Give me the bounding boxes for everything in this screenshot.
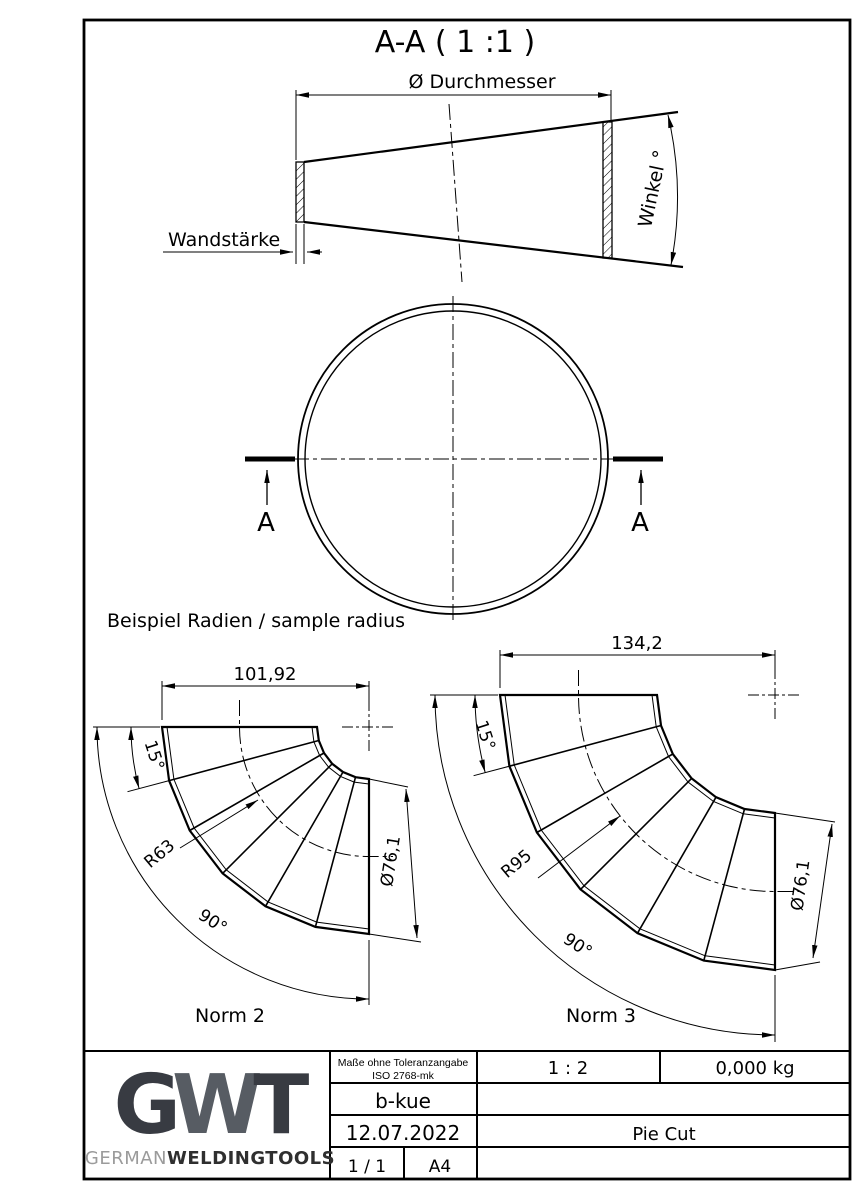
outlet-dia-dim-line: [406, 789, 417, 938]
norm2-bend-angle: 90°: [194, 905, 231, 939]
norm2-width-dim: 101,92: [233, 664, 297, 685]
cone-center-line: [449, 104, 462, 282]
cone-bottom-edge: [304, 222, 683, 267]
tolerance-note-line2: ISO 2768-mk: [372, 1070, 434, 1082]
gwt-logo-letters: [114, 1058, 310, 1153]
scale-value: 1 : 2: [547, 1058, 589, 1079]
logo-letter-t: T: [253, 1058, 301, 1153]
norm3-outlet-diameter: Ø76,1: [787, 858, 815, 913]
section-marker-a-left: A: [257, 508, 275, 538]
sheet-number: 1 / 1: [347, 1157, 387, 1177]
gwt-logo-subtitle: [85, 1148, 335, 1169]
paper-format: A4: [428, 1157, 452, 1177]
outlet-dia-dim-line: [813, 824, 832, 958]
norm3-width-dim: 134,2: [611, 633, 663, 654]
samples-heading: Beispiel Radien / sample radius: [107, 610, 406, 632]
logo-text-german: GERMAN: [84, 1148, 168, 1169]
norm3-radius-label: R95: [497, 845, 537, 883]
author-value: b-kue: [375, 1089, 431, 1113]
logo-letter-g: G: [113, 1058, 172, 1153]
weight-value: 0,000 kg: [715, 1058, 795, 1079]
tolerance-note-line1: Maße ohne Toleranzangabe: [337, 1057, 469, 1069]
norm3-segment-angle: 15°: [470, 718, 499, 753]
logo-letter-w: W: [171, 1058, 254, 1153]
gwt-logo: [85, 1058, 335, 1169]
angle-dim-label: Winkel °: [634, 148, 673, 230]
section-marker-a-right: A: [631, 508, 649, 538]
title-block: [84, 1051, 850, 1179]
norm2-name: Norm 2: [195, 1005, 265, 1027]
norm2-radius-label: R63: [140, 835, 180, 873]
ext-line: [775, 962, 820, 970]
norm2-segment-angle: 15°: [139, 738, 168, 773]
logo-text-weldingtools: WELDINGTOOLS: [167, 1148, 336, 1169]
cone-section-view: [163, 71, 683, 282]
ext-line: [369, 934, 421, 942]
wall-thickness-label: Wandstärke: [168, 229, 281, 251]
diameter-dim-label: Ø Durchmesser: [408, 71, 556, 93]
ext-line: [775, 813, 835, 822]
norm3-bend-angle-group: [553, 922, 604, 966]
norm3-name: Norm 3: [566, 1005, 636, 1027]
norm2-outlet-diameter: Ø76,1: [377, 834, 405, 889]
norm3-bend-angle: 90°: [559, 929, 596, 963]
ext-line: [128, 781, 170, 792]
circle-plan-view: [245, 296, 663, 624]
angle-dim-arc: [668, 115, 677, 265]
cone-right-wall: [603, 122, 612, 258]
cone-top-edge: [304, 112, 678, 162]
cone-left-wall: [296, 162, 304, 222]
date-value: 12.07.2022: [345, 1121, 461, 1145]
norm3-elbow: [430, 633, 835, 1042]
segment-angle-arc: [131, 727, 139, 789]
norm2-elbow: [93, 664, 421, 1027]
section-view-title: A-A ( 1 :1 ): [374, 25, 536, 60]
ext-line: [369, 779, 408, 787]
radius-leader: [180, 800, 258, 848]
ext-line: [474, 766, 510, 776]
part-name: Pie Cut: [632, 1124, 696, 1145]
